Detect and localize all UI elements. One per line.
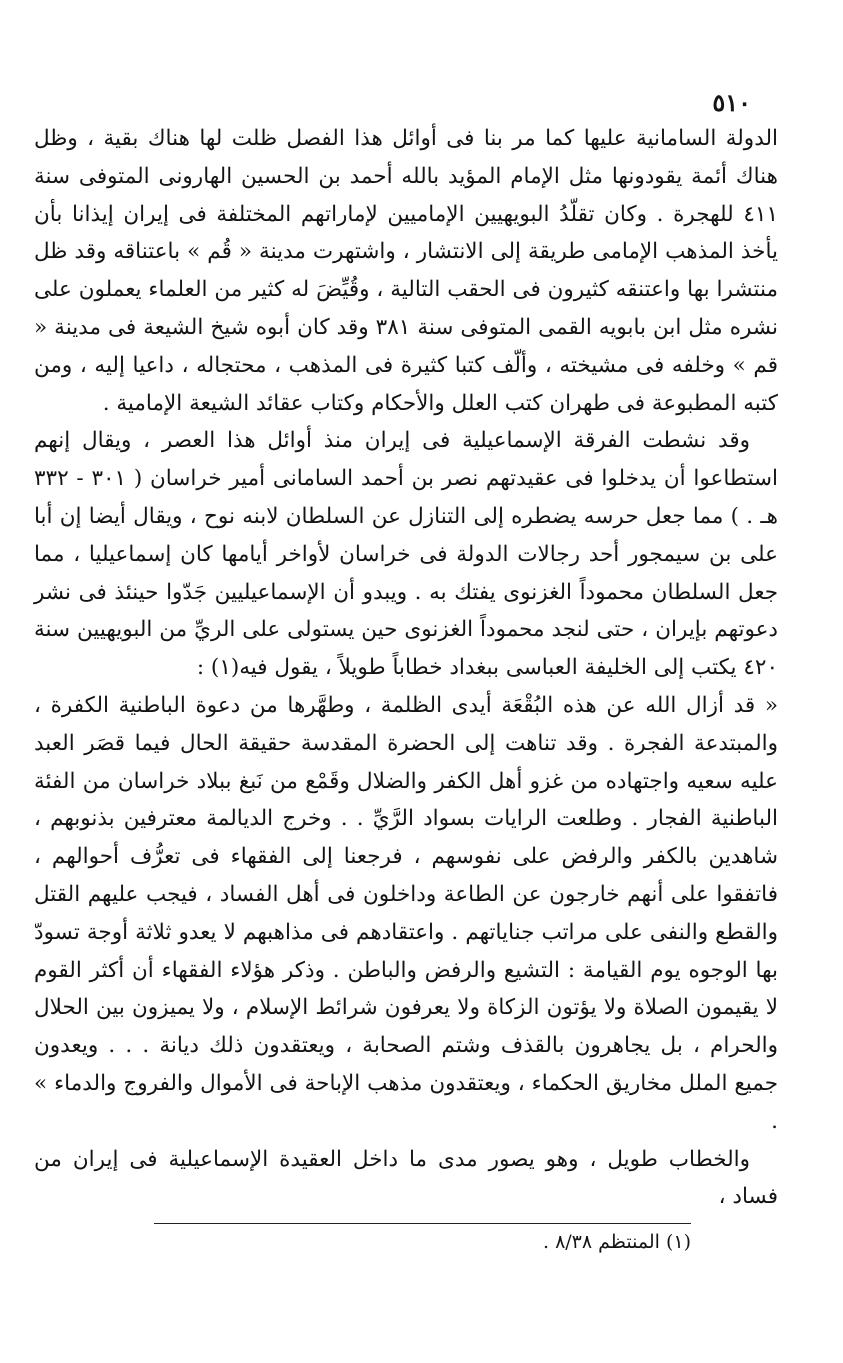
paragraph-samanid-imami: الدولة السامانية عليها كما مر بنا فى أوائل هذا الفصل ظلت لها هناك بقية ، وظل هناك أئمة يقودونها مثل الإمام المؤيد بالله أحمد بن الحسين الهارونى المتوفى سنة ٤١١ للهجرة . وكان تقلّدُ البويهيين الإماميين لإماراتهم المختلفة فى إيران إيذانا بأن يأخذ المذهب الإمامى طريقة إلى الانتشار ، واشتهرت مدينة « قُم » باعتناقه وقد ظل منتشرا بها واعتنقه كثيرون فى الحقب التالية ، وقُيِّضَ له كثير من العلماء يعملون على نشره مثل ابن بابويه القمى المتوفى سنة ٣٨١ وقد كان أبوه شيخ الشيعة فى مدينة « قم » وخلفه فى مشيخته ، وألّف كتبا كثيرة فى المذهب ، محتجاله ، داعيا إليه ، ومن كتبه المطبوعة فى طهران كتب العلل والأحكام وكتاب عقائد الشيعة الإمامية . — [34, 126, 778, 416]
footnote-divider — [154, 1223, 691, 1224]
body-text — [34, 120, 778, 1216]
page-number: ٥١٠ — [712, 88, 751, 117]
paragraph-quoted-letter: « قد أزال الله عن هذه البُقْعَة أيدى الظلمة ، وطهَّرها من دعوة الباطنية الكفرة ، والمبتدعة الفجرة . وقد تناهت إلى الحضرة المقدسة حقيقة الحال فيما قصَر العبد عليه سعيه واجتهاده من غزو أهل الكفر والضلال وقَمْع من نَبغ ببلاد خراسان من الفئة الباطنية الفجار . وطلعت الرايات بسواد الرَّيِّ . . وخرج الديالمة معترفين بذنوبهم ، شاهدين بالكفر والرفض على نفوسهم ، فرجعنا إلى الفقهاء فى تعرُّف أحوالهم ، فاتفقوا على أنهم خارجون عن الطاعة وداخلون فى أهل الفساد ، فيجب عليهم القتل والقطع والنفى على مراتب جناياتهم . واعتقادهم فى مذاهبهم لا يعدو ثلاثة أوجة تسودّ بها الوجوه يوم القيامة : التشيع والرفض والباطن . وذكر هؤلاء الفقهاء أن أكثر القوم لا يقيمون الصلاة ولا يؤتون الزكاة ولا يعرفون شرائط الإسلام ، ولا يميزون بين الحلال والحرام ، بل يجاهرون بالقذف وشتم الصحابة ، ويعتقدون ذلك ديانة . . . ويعدون جميع الملل مخاريق الحكماء ، ويعتقدون مذهب الإباحة فى الأموال والفروج والدماء » . — [34, 692, 778, 1134]
footnote: (١) المنتظم ٨/٣٨ . — [542, 1231, 691, 1253]
paragraph-letter-comment: والخطاب طويل ، وهو يصور مدى ما داخل العقيدة الإسماعيلية فى إيران من فساد ، — [34, 1146, 778, 1210]
paragraph-ismaili-sect: وقد نشطت الفرقة الإسماعيلية فى إيران منذ أوائل هذا العصر ، ويقال إنهم استطاعوا أن يدخلوا فى عقيدتهم نصر بن أحمد السامانى أمير خراسان ( ٣٠١ - ٣٣٢ هـ . ) مما جعل حرسه يضطره إلى التنازل عن السلطان لابنه نوح ، ويقال أيضا إن أبا على بن سيمجور أحد رجالات الدولة فى خراسان لأواخر أيامها كان إسماعيليا ، مما جعل السلطان محموداً الغزنوى يفتك به . ويبدو أن الإسماعيليين جَدّوا حينئذ فى نشر دعوتهم بإيران ، حتى لنجد محموداً الغزنوى حين يستولى على الريِّ من البويهيين سنة ٤٢٠ يكتب إلى الخليفة العباسى ببغداد خطاباً طويلاً ، يقول فيه(١) : — [34, 428, 779, 681]
